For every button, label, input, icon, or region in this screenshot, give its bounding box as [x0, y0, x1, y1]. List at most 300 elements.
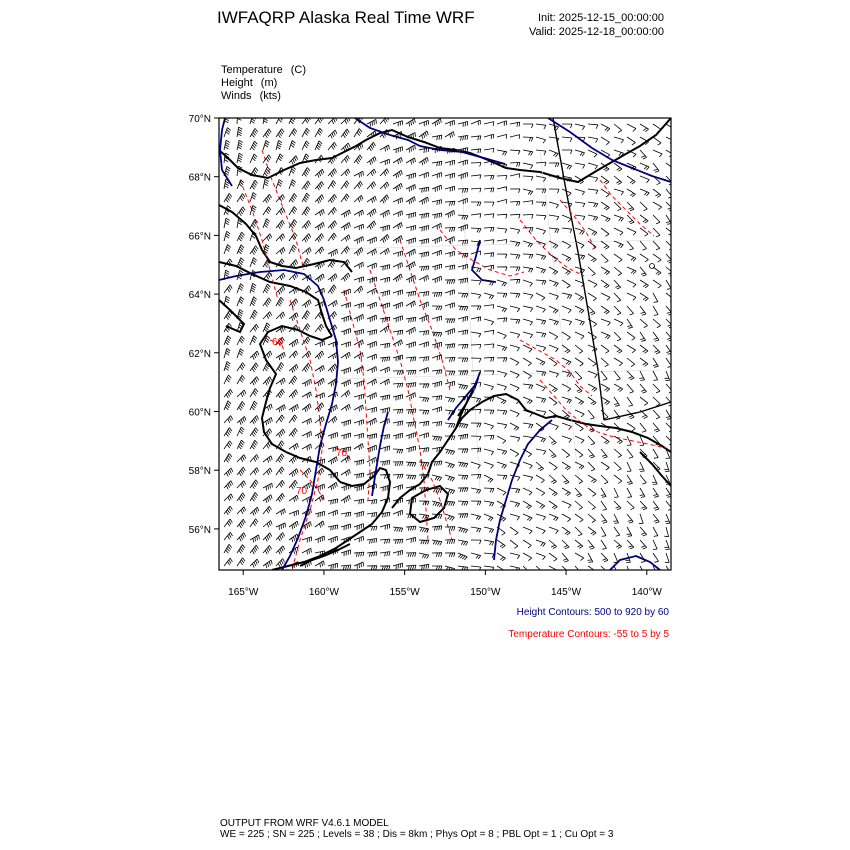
wind-barb [458, 527, 468, 533]
wind-barb [354, 433, 364, 438]
wind-barb [510, 540, 518, 548]
wind-barb [471, 462, 481, 468]
wind-barb [276, 297, 284, 306]
wind-barb [614, 449, 622, 458]
wind-barb [419, 197, 428, 205]
wind-barb [328, 510, 337, 516]
wind-barb [510, 488, 520, 493]
wind-barb [224, 179, 229, 189]
wind-barb [367, 157, 376, 165]
wind-barb [419, 266, 429, 271]
wind-barb [614, 332, 621, 341]
wind-barb [224, 336, 231, 345]
wind-barb [406, 565, 416, 570]
wind-barb [510, 319, 520, 324]
wind-barb [640, 306, 646, 315]
wind-barb [536, 215, 546, 220]
wind-barb [601, 384, 610, 392]
wind-barb [653, 540, 657, 549]
wind-barb [328, 207, 337, 215]
wind-barb [237, 440, 244, 449]
wind-barb [380, 210, 389, 218]
wind-barb [510, 135, 520, 139]
wind-barb [601, 189, 609, 197]
wind-barb [315, 536, 324, 543]
wind-barb [237, 493, 245, 502]
wind-barb [341, 129, 349, 138]
wind-barb [250, 141, 257, 150]
wind-barb [562, 358, 571, 365]
wind-barb [354, 277, 364, 283]
wind-barb [484, 540, 494, 545]
wind-barb [523, 358, 532, 366]
wind-barb [393, 355, 403, 361]
wind-barb [588, 553, 593, 562]
wind-barb [380, 234, 389, 242]
wind-barb [406, 475, 416, 479]
wind-barb [393, 158, 402, 165]
wind-barb [393, 290, 403, 296]
wind-barb [458, 278, 468, 283]
wind-barb [562, 462, 571, 470]
wind-barb [471, 527, 481, 532]
wind-barb [393, 330, 403, 335]
wind-barb [588, 215, 598, 221]
wind-barb [588, 254, 596, 262]
wind-barb [341, 433, 351, 439]
wind-barb [653, 241, 660, 250]
wind-barb [393, 383, 403, 388]
wind-barb [614, 358, 623, 366]
wind-barb [458, 306, 468, 311]
wind-barb [627, 527, 632, 536]
wind-barb [601, 449, 607, 458]
wind-barb [575, 332, 584, 339]
wind-barb [627, 332, 635, 340]
wind-barb [224, 441, 232, 449]
wind-barb [653, 501, 659, 510]
wind-barb [380, 461, 390, 466]
wind-barb [250, 440, 258, 449]
wind-barb [588, 501, 596, 510]
wind-barb [224, 454, 232, 463]
wind-barb [601, 202, 609, 210]
wind-barb [627, 449, 633, 458]
wind-barb [510, 501, 520, 507]
wind-barb [406, 185, 415, 192]
lat-label: 66°N [188, 231, 211, 243]
wind-barb [341, 316, 350, 323]
wind-barb [484, 435, 494, 439]
wind-barb [588, 124, 598, 129]
wind-barb [237, 245, 244, 254]
wind-barb [432, 461, 442, 466]
wind-barb [276, 546, 285, 555]
wind-barb [536, 358, 545, 365]
wind-barb [562, 202, 572, 207]
wind-barb [536, 488, 545, 496]
wind-barb [484, 202, 494, 206]
wind-barb [458, 358, 468, 362]
wind-barb [328, 130, 337, 139]
wind-barb [614, 527, 620, 536]
wind-barb [484, 148, 494, 152]
wind-barb [601, 527, 606, 536]
wind-barb [523, 540, 531, 548]
wind-barb [224, 416, 233, 423]
wind-barb [640, 384, 647, 393]
wind-barb [289, 404, 298, 412]
wind-barb [614, 462, 621, 471]
wind-barb [380, 159, 389, 165]
wind-barb [640, 358, 648, 366]
wind-barb [664, 462, 669, 471]
wind-barb [471, 293, 481, 299]
wind-barb [536, 397, 546, 403]
wind-barb [419, 433, 428, 439]
wind-barb [224, 468, 233, 477]
wind-barb [302, 234, 311, 243]
wind-barb [497, 436, 506, 444]
wind-barb [445, 186, 455, 192]
wind-barb [575, 293, 584, 301]
wind-barb [406, 422, 416, 427]
wind-barb [237, 533, 246, 542]
wind-barb [289, 521, 298, 529]
wind-barb [653, 137, 661, 145]
wind-barb [367, 288, 376, 294]
wind-barb [328, 499, 338, 505]
wind-barb [341, 404, 350, 411]
wind-barb [341, 223, 350, 231]
wind-barb [575, 228, 584, 235]
wind-barb [536, 345, 546, 351]
wind-barb [627, 306, 634, 315]
wind-barb [471, 202, 481, 206]
wind-barb [562, 527, 570, 535]
wind-barb [536, 501, 545, 509]
wind-barb [484, 175, 494, 179]
marker-circle [650, 264, 655, 269]
wind-barb [393, 474, 403, 479]
wind-barb [640, 397, 648, 405]
wind-barb [237, 390, 246, 397]
wind-barb [601, 514, 607, 523]
wind-barb [406, 317, 416, 322]
wind-barb [445, 319, 455, 323]
wind-barb [289, 376, 297, 385]
wind-barb [497, 501, 506, 509]
wind-barb [419, 187, 429, 192]
contour-label: 70 [296, 486, 308, 497]
wind-barb [510, 189, 520, 193]
wind-barb [549, 449, 556, 458]
wind-barb [289, 510, 298, 516]
wind-barb [406, 526, 416, 531]
contour-label: 70 [336, 448, 348, 459]
wind-barb [406, 249, 415, 257]
wind-barb [354, 210, 363, 216]
wind-barb [419, 172, 428, 178]
wind-barb [471, 149, 481, 153]
wind-barb [237, 427, 244, 436]
wind-barb [523, 228, 533, 232]
wind-barb [250, 363, 258, 372]
wind-barb [614, 241, 623, 248]
wind-barb [263, 560, 272, 568]
wind-barb [562, 293, 572, 299]
wind-barb [237, 114, 242, 124]
wind-barb [575, 358, 583, 366]
wind-barb [263, 495, 272, 503]
wind-barb [393, 316, 403, 322]
wind-barb [562, 553, 569, 562]
wind-barb [302, 363, 311, 372]
wind-barb [406, 301, 415, 308]
wind-barb [497, 187, 507, 191]
wind-barb [653, 449, 658, 458]
wind-barb [341, 210, 350, 218]
wind-barb [640, 267, 647, 276]
wind-barb [367, 237, 376, 244]
wind-barb [302, 168, 310, 177]
wind-barb [432, 526, 442, 531]
wind-barb [393, 462, 403, 466]
wind-barb [484, 214, 494, 218]
wind-barb [354, 536, 363, 542]
wind-barb [341, 342, 350, 348]
wind-barb [497, 397, 506, 404]
wind-barb [536, 553, 545, 560]
wind-barb [523, 176, 533, 181]
wind-barb [575, 527, 582, 536]
wind-barb [588, 462, 595, 471]
wind-barb [237, 481, 246, 488]
wind-barb [276, 493, 285, 502]
wind-barb [341, 194, 349, 202]
wind-barb [523, 306, 533, 312]
wind-barb [458, 122, 468, 127]
wind-barb [484, 319, 494, 325]
wind-barb [562, 306, 571, 313]
wind-barb [445, 329, 454, 336]
wind-barb [510, 514, 520, 520]
wind-barb [497, 462, 507, 469]
wind-barb [406, 553, 416, 557]
wind-barb [250, 507, 259, 515]
wind-barb [536, 449, 546, 455]
wind-barb [549, 514, 558, 521]
wind-barb [484, 293, 494, 299]
wind-barb [575, 306, 584, 313]
wind-barb [510, 566, 520, 572]
wind-barb [627, 137, 635, 145]
wind-barb [341, 524, 351, 530]
wind-barb [484, 357, 494, 361]
wind-barb [549, 306, 558, 313]
wind-barb [289, 141, 296, 151]
wind-barb [640, 202, 647, 211]
lat-label: 68°N [188, 172, 211, 184]
wind-barb [614, 293, 621, 302]
wind-barb [562, 254, 571, 261]
wind-barb [601, 306, 609, 314]
wind-barb [419, 331, 429, 336]
wind-barb [250, 180, 258, 189]
wind-barb [367, 500, 377, 505]
wind-barb [328, 353, 337, 360]
wind-barb [549, 189, 559, 193]
wind-barb [523, 241, 533, 247]
wind-barb [367, 457, 376, 463]
wind-barb [367, 407, 377, 413]
wind-barb [614, 475, 622, 483]
wind-barb [666, 267, 674, 276]
wind-barb [432, 119, 441, 127]
wind-barb [627, 371, 634, 380]
wind-barb [523, 423, 533, 428]
wind-barb [523, 397, 532, 404]
wind-barb [289, 364, 298, 372]
lon-label: 155°W [389, 587, 420, 598]
wind-barb [484, 553, 494, 558]
wind-barb [523, 527, 532, 534]
wind-barb [354, 460, 364, 466]
wind-barb [380, 395, 390, 401]
wind-barb [653, 150, 662, 157]
wind-barb [224, 532, 233, 540]
wind-barb [510, 228, 520, 234]
wind-barb [510, 150, 520, 155]
lat-label: 64°N [188, 290, 211, 302]
wind-barb [497, 134, 507, 138]
wind-barb [640, 163, 649, 170]
wind-barb [523, 384, 533, 389]
wind-barb [471, 436, 481, 440]
wind-barb [224, 245, 231, 254]
wind-barb [562, 241, 571, 249]
wind-barb [393, 340, 402, 347]
wind-barb [601, 358, 609, 367]
wind-barb [276, 154, 283, 163]
wind-barb [276, 180, 283, 190]
wind-barb [536, 332, 546, 337]
wind-barb [250, 455, 259, 463]
wind-barb [380, 277, 390, 283]
wind-barb [302, 221, 311, 230]
wind-barb [549, 436, 556, 445]
wind-barb [237, 507, 246, 514]
wind-barb [575, 202, 585, 207]
wind-barb [276, 195, 285, 203]
wind-barb [432, 342, 442, 348]
wind-barb [653, 358, 658, 367]
wind-barb [393, 198, 402, 204]
wind-barb [237, 416, 246, 424]
wind-barb [588, 475, 597, 483]
wind-barb [627, 189, 636, 197]
wind-barb [575, 540, 583, 548]
wind-barb [666, 228, 674, 236]
wind-barb [588, 436, 595, 445]
valid-time: Valid: 2025-12-18_00:00:00 [529, 26, 664, 38]
wind-barb [224, 544, 232, 553]
wind-barb [588, 280, 597, 287]
wind-barb [328, 433, 337, 440]
wind-barb [471, 120, 480, 125]
wind-barb [445, 527, 455, 531]
wind-barb [445, 227, 455, 231]
wind-barb [419, 410, 429, 414]
wind-barb [432, 213, 442, 219]
wind-barb [640, 540, 647, 549]
wind-barb [601, 215, 610, 222]
wind-barb [406, 119, 415, 127]
wind-barb [549, 384, 558, 392]
wind-barb [445, 462, 455, 468]
wind-barb [341, 512, 351, 517]
wind-barb [523, 332, 533, 338]
wind-barb [432, 316, 442, 322]
wind-barb [588, 527, 596, 535]
wind-barb [419, 131, 428, 139]
wind-barb [393, 527, 403, 532]
wind-barb [393, 121, 402, 127]
wind-barb [250, 480, 258, 489]
wind-barb [276, 533, 285, 542]
wind-barb [393, 485, 402, 491]
latitude-labels [189, 114, 211, 536]
longitude-labels [228, 587, 662, 598]
wind-barb [341, 329, 350, 336]
wind-barb [601, 280, 609, 288]
wind-barb [575, 410, 584, 417]
wind-barb [406, 342, 416, 349]
wind-barb [341, 352, 350, 359]
wind-barb [510, 410, 519, 417]
wind-barb [497, 293, 507, 297]
wind-barb [653, 319, 661, 328]
wind-barb [237, 194, 245, 202]
wind-barb [484, 305, 494, 309]
wind-barb [653, 215, 660, 224]
wind-barb [666, 397, 673, 406]
wind-barb [250, 114, 256, 124]
wind-barb [289, 273, 298, 280]
wind-barb [315, 341, 324, 347]
wind-barb [380, 552, 390, 557]
wind-barb [445, 475, 455, 481]
wind-barb [432, 223, 441, 229]
wind-barb [562, 384, 571, 392]
wind-barb [263, 533, 272, 542]
wind-barb [601, 332, 610, 339]
wind-barb [276, 220, 284, 229]
wind-barb [263, 312, 272, 319]
wind-barb [393, 421, 403, 426]
wind-barb [536, 137, 546, 143]
wind-barb [237, 545, 245, 554]
wind-barb [276, 454, 284, 463]
wind-barb [627, 254, 636, 261]
wind-barb [302, 193, 310, 202]
wind-barb [315, 195, 324, 204]
wind-barb [523, 475, 533, 481]
wind-barb [354, 524, 363, 531]
wind-barb [640, 124, 649, 132]
wind-barb [653, 254, 661, 262]
wind-barb [666, 150, 675, 158]
